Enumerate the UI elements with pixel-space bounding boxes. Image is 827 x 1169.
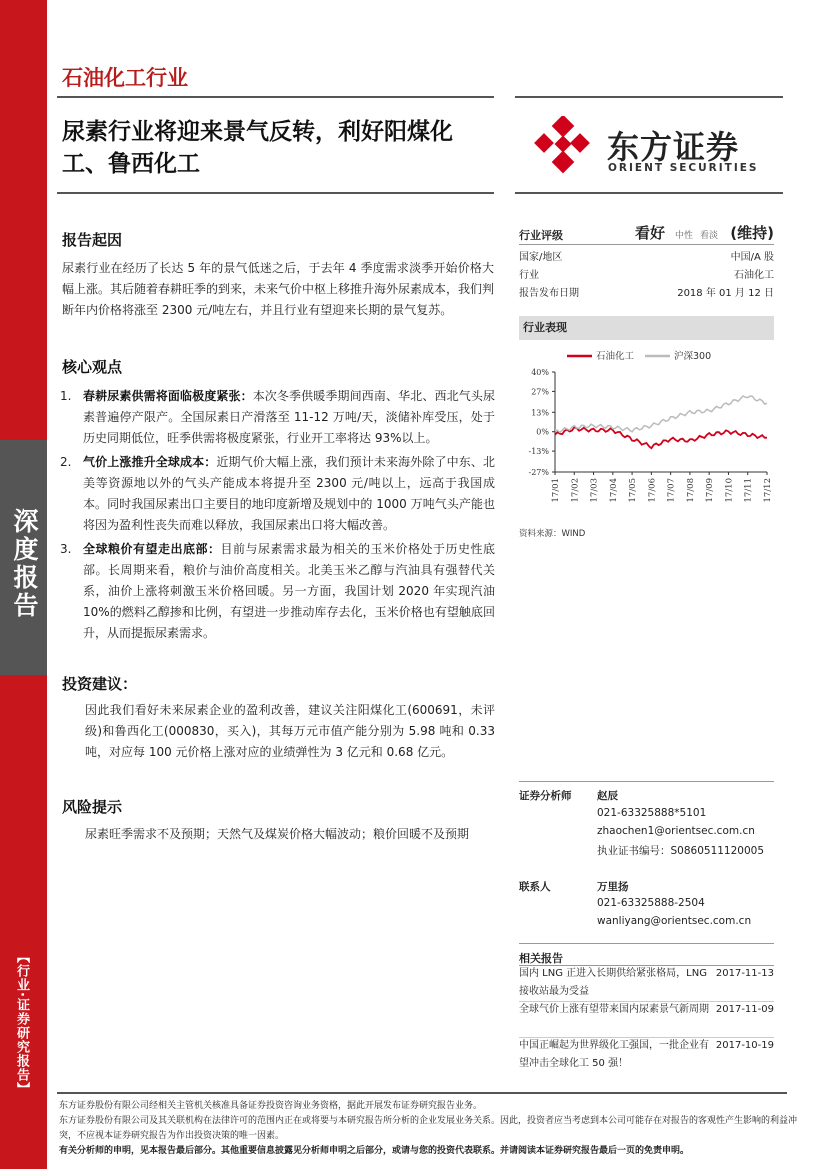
item-text: 近期气价大幅上涨，我们预计未来海外除了中东、北美等资源地以外的气头产能成本将提升至 2300 元/吨以上，远高于我国成本。同时我国尿素出口主要目的地印度新增及规划中的 1000 万吨气头产能也将因为盈利性丧失而难以释放，我国尿素出口将大幅改善。 (83, 455, 495, 532)
info-key: 报告发布日期 (519, 288, 579, 299)
divider (57, 192, 494, 194)
item-heading: 全球粮价有望走出底部： (83, 542, 221, 556)
info-key: 行业 (519, 270, 539, 281)
section-title-origin: 报告起因 (62, 231, 123, 249)
related-report-title[interactable]: 中国正崛起为世界级化工强国，一批企业有望冲击全球化工 50 强！ (519, 1040, 709, 1069)
item-number: 1. (60, 389, 72, 403)
y-tick-label: 13% (531, 408, 549, 418)
analyst-cert: 执业证书编号：S0860511120005 (597, 845, 765, 857)
footer-line: 东方证券股份有限公司及其关联机构在法律许可的范围内正在或将要与本研究报告所分析的企业发展业务关系。因此，投资者应当考虑到本公司可能存在对报告的客观性产生影响的利益冲突，不应视本证券研究报告为作出投资决策的唯一因素。 (59, 1116, 798, 1141)
y-tick-label: 0% (536, 427, 549, 437)
y-tick-label: 27% (531, 387, 549, 397)
x-tick-label: 17/03 (589, 478, 600, 503)
divider (57, 96, 494, 98)
item-text: 目前与尿素需求最为相关的玉米价格处于历史性底部。长周期来看，粮价与油价高度相关。北美玉米乙醇与汽油具有强替代关系，油价上涨将刺激玉米价格回暖。另一方面，我国计划 2020 年实现汽油 10%的燃料乙醇掺和比例，有望进一步推动库存去化，玉米价格也有望触底回升，从而提振尿素需求。 (83, 542, 495, 640)
rating-maintain: (维持) (730, 224, 774, 242)
divider (515, 96, 783, 98)
item-text: 本次冬季供暖季期间西南、华北、西北气头尿素普遍停产限产。全国尿素日产滑落至 11-12 万吨/天，淡储补库受压，处于历史同期低位，旺季供需将极度紧张，行业开工率将达 93%以上。 (83, 389, 495, 445)
related-report-item[interactable] (519, 1001, 774, 1038)
section-title-invest: 投资建议： (62, 675, 138, 693)
rating-value: 看好 (635, 224, 666, 242)
chart-source: 资料来源：WIND (519, 529, 586, 539)
origin-paragraph: 尿素行业在经历了长达 5 年的景气低迷之后，于去年 4 季度需求淡季开始价格大幅上涨。其后随着春耕旺季的到来，未来气价中枢上移推升海外尿素成本，我们判断年内价格将涨至 2300 元/吨左右，并且行业有望迎来长期的景气复苏。 (62, 261, 495, 317)
related-report-date: 2017-11-09 (715, 1004, 774, 1015)
company-logo-english: ORIENT SECURITIES (608, 162, 759, 174)
info-row (519, 266, 774, 284)
footer-line: 有关分析师的申明，见本报告最后部分。其他重要信息披露见分析师申明之后部分，或请与您的投资代表联系。并请阅读本证券研究报告最后一页的免责申明。 (59, 1146, 690, 1156)
info-value: 2018 年 01 月 12 日 (677, 288, 774, 299)
contact-name: 万里扬 (597, 881, 629, 893)
rating-label: 行业评级 (519, 229, 563, 242)
analyst-phone: 021-63325888*5101 (597, 807, 707, 819)
x-tick-label: 17/05 (628, 478, 639, 503)
y-tick-label: 40% (531, 368, 549, 377)
divider (519, 781, 774, 782)
rating-row (519, 222, 774, 245)
related-report-title[interactable]: 全球气价上涨有望带来国内尿素景气新周期 (519, 1004, 709, 1015)
company-logo-text: 东方证券 (607, 128, 740, 166)
analyst-email[interactable]: zhaochen1@orientsec.com.cn (597, 825, 755, 837)
x-tick-label: 17/11 (743, 478, 754, 503)
report-type-label: 深度报告 (10, 508, 39, 620)
related-report-item[interactable] (519, 965, 774, 1002)
divider (519, 943, 774, 944)
info-row (519, 248, 774, 266)
performance-header: 行业表现 (519, 316, 774, 340)
section-title-risk: 风险提示 (62, 798, 123, 816)
contact-phone: 021-63325888-2504 (597, 897, 705, 909)
x-tick-label: 17/02 (570, 478, 581, 503)
item-number: 3. (60, 542, 72, 556)
item-number: 2. (60, 455, 72, 469)
related-report-item[interactable] (519, 1037, 774, 1073)
analyst-label: 证券分析师 (519, 790, 572, 802)
related-reports-title: 相关报告 (519, 952, 563, 965)
x-tick-label: 17/01 (551, 478, 561, 503)
divider (515, 192, 783, 194)
footer-disclaimer (59, 1099, 799, 1159)
rating-bearish: 看淡 (700, 231, 719, 241)
industry-title: 石油化工行业 (62, 66, 188, 90)
invest-paragraph: 因此我们看好未来尿素企业的盈利改善，建议关注阳煤化工(600691，未评级)和鲁西化工(000830，买入)，其每万元市值产能分别为 5.98 吨和 0.33 吨，对应每 100 元价格上涨对应的业绩弹性为 3 亿元和 0.68 亿元。 (85, 703, 495, 759)
info-key: 国家/地区 (519, 252, 563, 263)
contact-label: 联系人 (519, 881, 551, 893)
footer-line: 东方证券股份有限公司经相关主管机关核准具备证券投资咨询业务资格，据此开展发布证券研究报告业务。 (59, 1101, 483, 1111)
x-tick-label: 17/10 (724, 478, 735, 503)
series-line-petrochem (555, 427, 767, 448)
x-tick-label: 17/12 (763, 478, 773, 503)
risk-paragraph: 尿素旺季需求不及预期；天然气及煤炭价格大幅波动；粮价回暖不及预期 (85, 827, 470, 841)
related-report-date: 2017-10-19 (715, 1040, 774, 1051)
y-tick-label: -13% (528, 447, 549, 457)
x-tick-label: 17/07 (666, 478, 677, 503)
legend-label: 沪深300 (674, 351, 712, 362)
rating-neutral: 中性 (675, 231, 694, 241)
analyst-name: 赵辰 (597, 790, 618, 802)
related-report-title[interactable]: 国内 LNG 正进入长期供给紧张格局，LNG 接收站最为受益 (519, 968, 707, 997)
company-logo-icon (527, 116, 599, 176)
report-category-label: 【行业·证券研究报告】 (14, 950, 29, 1096)
info-value: 石油化工 (734, 270, 774, 281)
footer-divider (57, 1092, 787, 1094)
item-heading: 气价上涨推升全球成本： (83, 455, 217, 469)
x-tick-label: 17/04 (608, 478, 619, 503)
info-row (519, 284, 774, 302)
item-heading: 春耕尿素供需将面临极度紧张： (83, 389, 253, 403)
x-tick-label: 17/06 (647, 478, 658, 503)
series-line-hs300 (555, 396, 767, 432)
contact-email[interactable]: wanliyang@orientsec.com.cn (597, 915, 752, 927)
related-report-date: 2017-11-13 (715, 968, 774, 979)
x-tick-label: 17/08 (685, 478, 696, 503)
x-tick-label: 17/09 (705, 478, 716, 503)
y-tick-label: -27% (528, 468, 549, 477)
section-title-core: 核心观点 (62, 358, 123, 376)
performance-chart (517, 344, 777, 520)
report-headline: 尿素行业将迎来景气反转，利好阳煤化工、鲁西化工 (62, 119, 453, 177)
info-value: 中国/A 股 (730, 252, 774, 263)
legend-label: 石油化工 (596, 351, 635, 362)
